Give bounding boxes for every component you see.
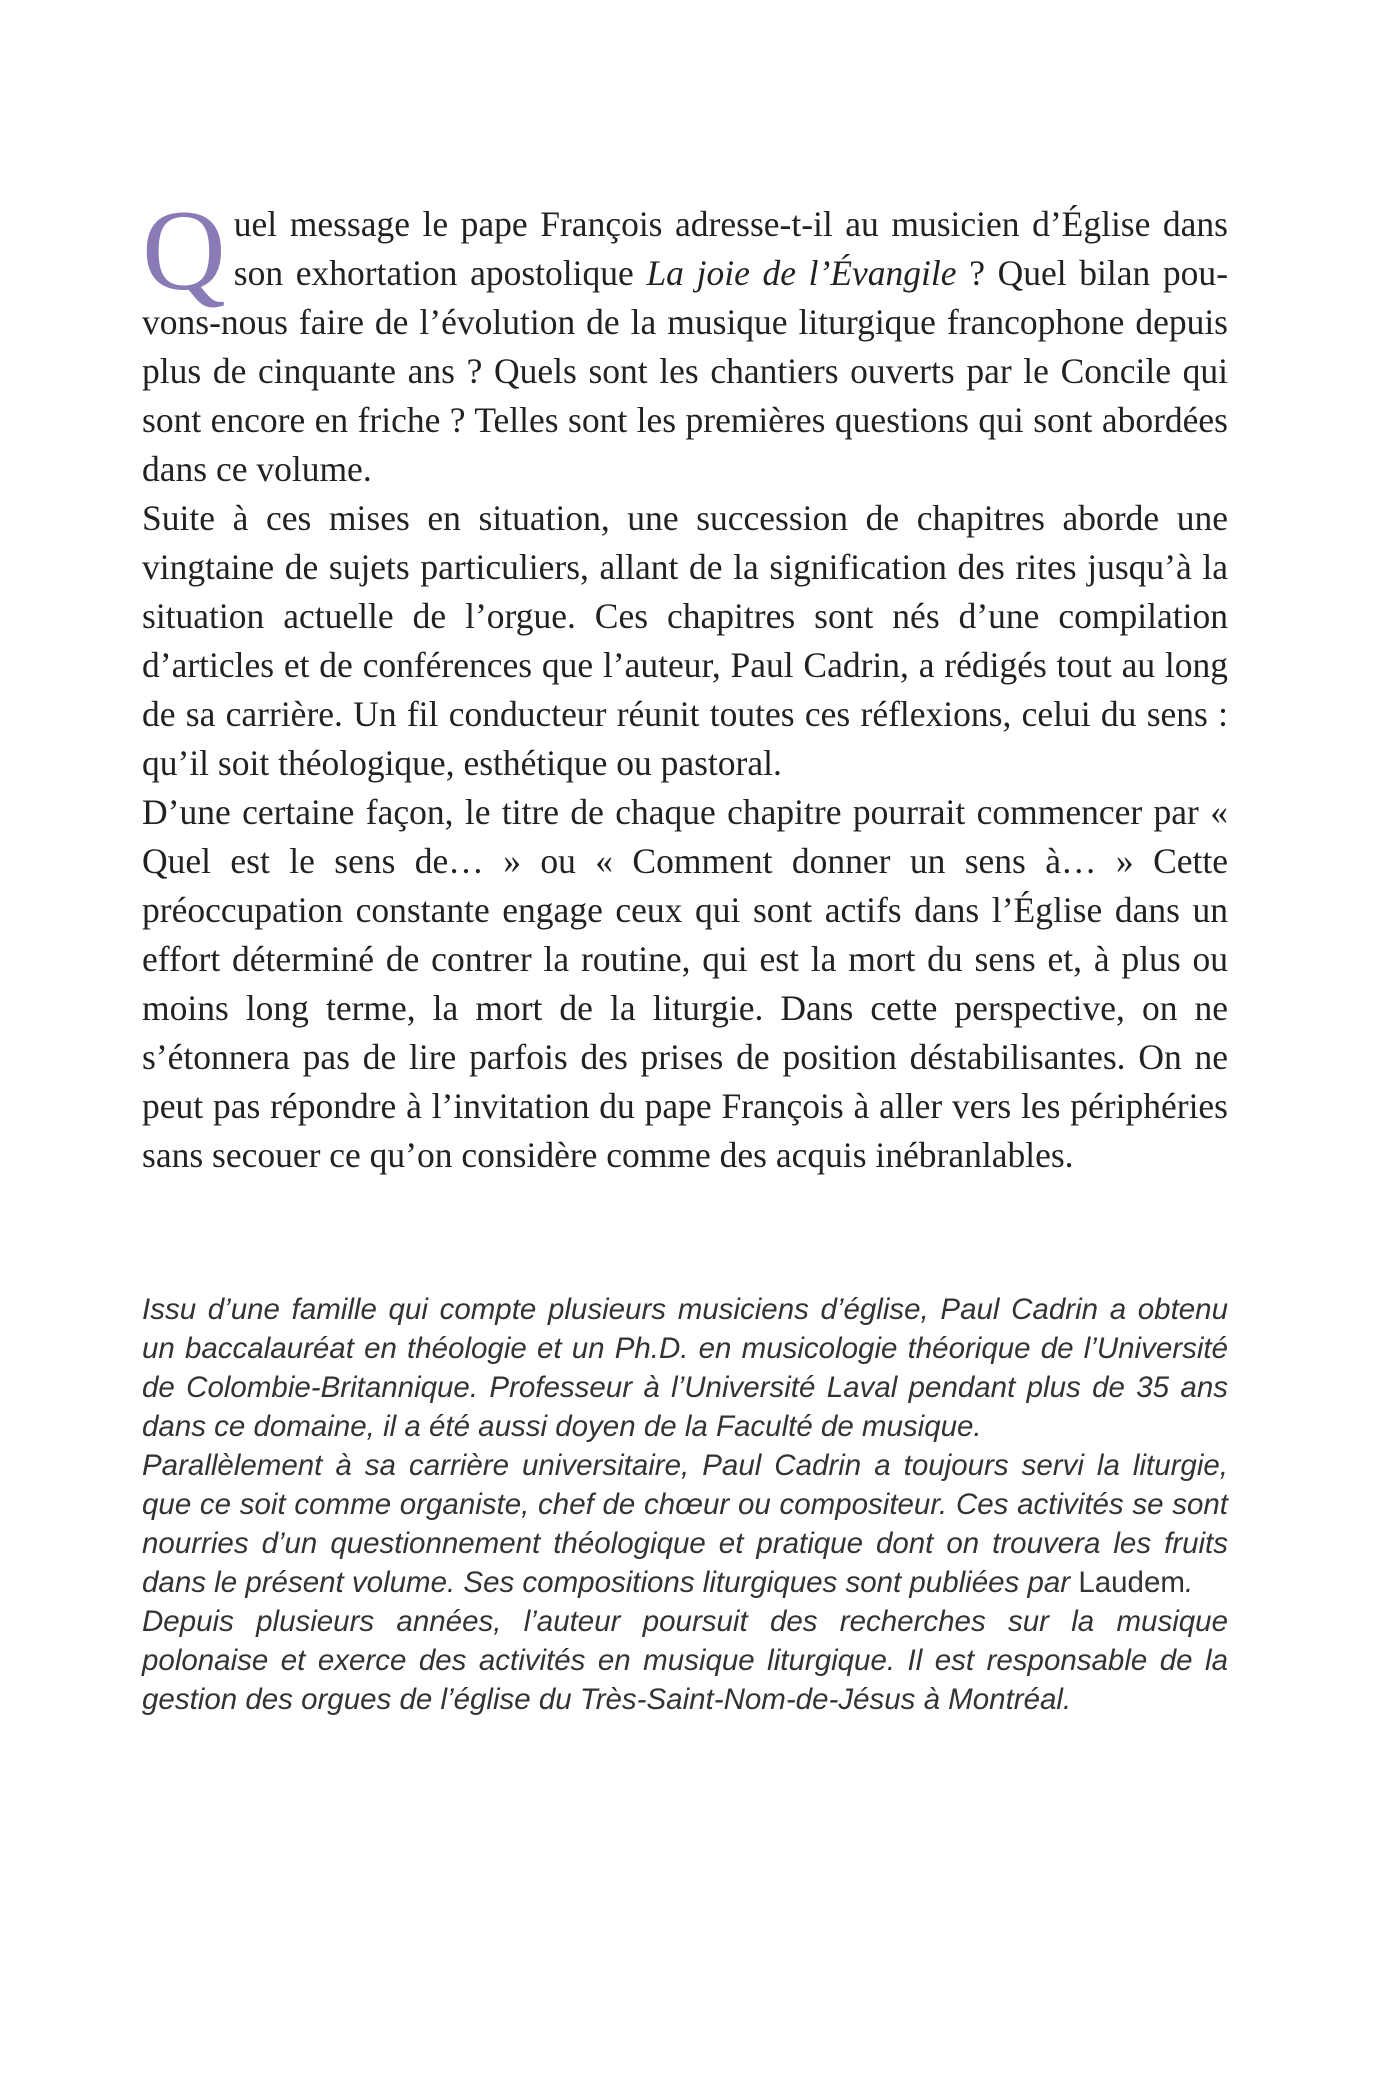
bio-paragraph-1: Issu d’une famille qui compte plusieurs musiciens d’église, Paul Cadrin a obtenu un baccalauréat en théologie et un Ph.D. en musicologie théorique de l’Université de Colombie-Britannique. Professeur à l’Université Laval pendant plus de 35 ans dans ce domaine, il a été aussi doyen de la Faculté de musique.: [142, 1293, 1228, 1443]
bio-paragraph-3: Depuis plusieurs années, l’auteur poursuit des recherches sur la musique polonaise et exerce des activités en musique liturgique. Il est responsable de la gestion des orgues de l’église du Très-Saint-Nom-de-Jésus à Montréal.: [142, 1605, 1228, 1716]
main-paragraph-2: Suite à ces mises en situation, une succession de chapitres aborde une vingtaine de sujets particuliers, allant de la signification des rites jusqu’à la situation actuelle de l’orgue. Ces chapitres sont nés d’une compilation d’articles et de conférences que l’auteur, Paul Cadrin, a rédigés tout au long de sa carrière. Un fil conducteur réunit toutes ces réflexions, celui du sens : qu’il soit théologique, esthétique ou pastoral.: [142, 498, 1228, 783]
author-bio-block: [142, 1290, 1228, 1719]
publisher-name: Laudem: [1078, 1566, 1185, 1599]
drop-cap-letter: Q: [142, 187, 226, 315]
main-paragraph-1-end: ? Quel bilan pouvons-nous faire de l’évolution de la musique liturgique francophone depuis plus de cinquante ans ? Quels sont les chantiers ouverts par le Concile qui sont encore en friche ? Telles sont les premières questions qui sont abordées dans ce volume.: [142, 253, 1229, 489]
bio-paragraph-2-end: .: [1184, 1566, 1194, 1599]
main-paragraph-1: [142, 187, 1229, 494]
main-paragraph-1-start: uel message le pape François adresse-t-il au musicien d’Église dans son exhortation apostolique: [233, 204, 1228, 293]
main-text-block: [142, 187, 1229, 1180]
bio-paragraph-2-text: Parallèlement à sa carrière universitaire, Paul Cadrin a toujours servi la liturgie, que ce soit comme organiste, chef de chœur ou compositeur. Ces activités se sont nourries d’un questionnement théologique et pratique dont on trouvera les fruits dans le présent volume. Ses compositions liturgiques sont publiées par: [142, 1449, 1228, 1599]
book-title-reference: La joie de l’Évangile: [646, 253, 957, 293]
bio-paragraph-2: [142, 1446, 1228, 1602]
main-paragraph-3: D’une certaine façon, le titre de chaque chapitre pourrait commencer par « Quel est le sens de… » ou « Comment donner un sens à… » Cette préoccupation constante engage ceux qui sont actifs dans l’Église dans un effort déterminé de contrer la routine, qui est la mort du sens et, à plus ou moins long terme, la mort de la liturgie. Dans cette perspective, on ne s’étonnera pas de lire parfois des prises de position déstabilisantes. On ne peut pas répondre à l’invitation du pape François à aller vers les périphéries sans secouer ce qu’on considère comme des acquis inébranlables.: [142, 792, 1228, 1175]
